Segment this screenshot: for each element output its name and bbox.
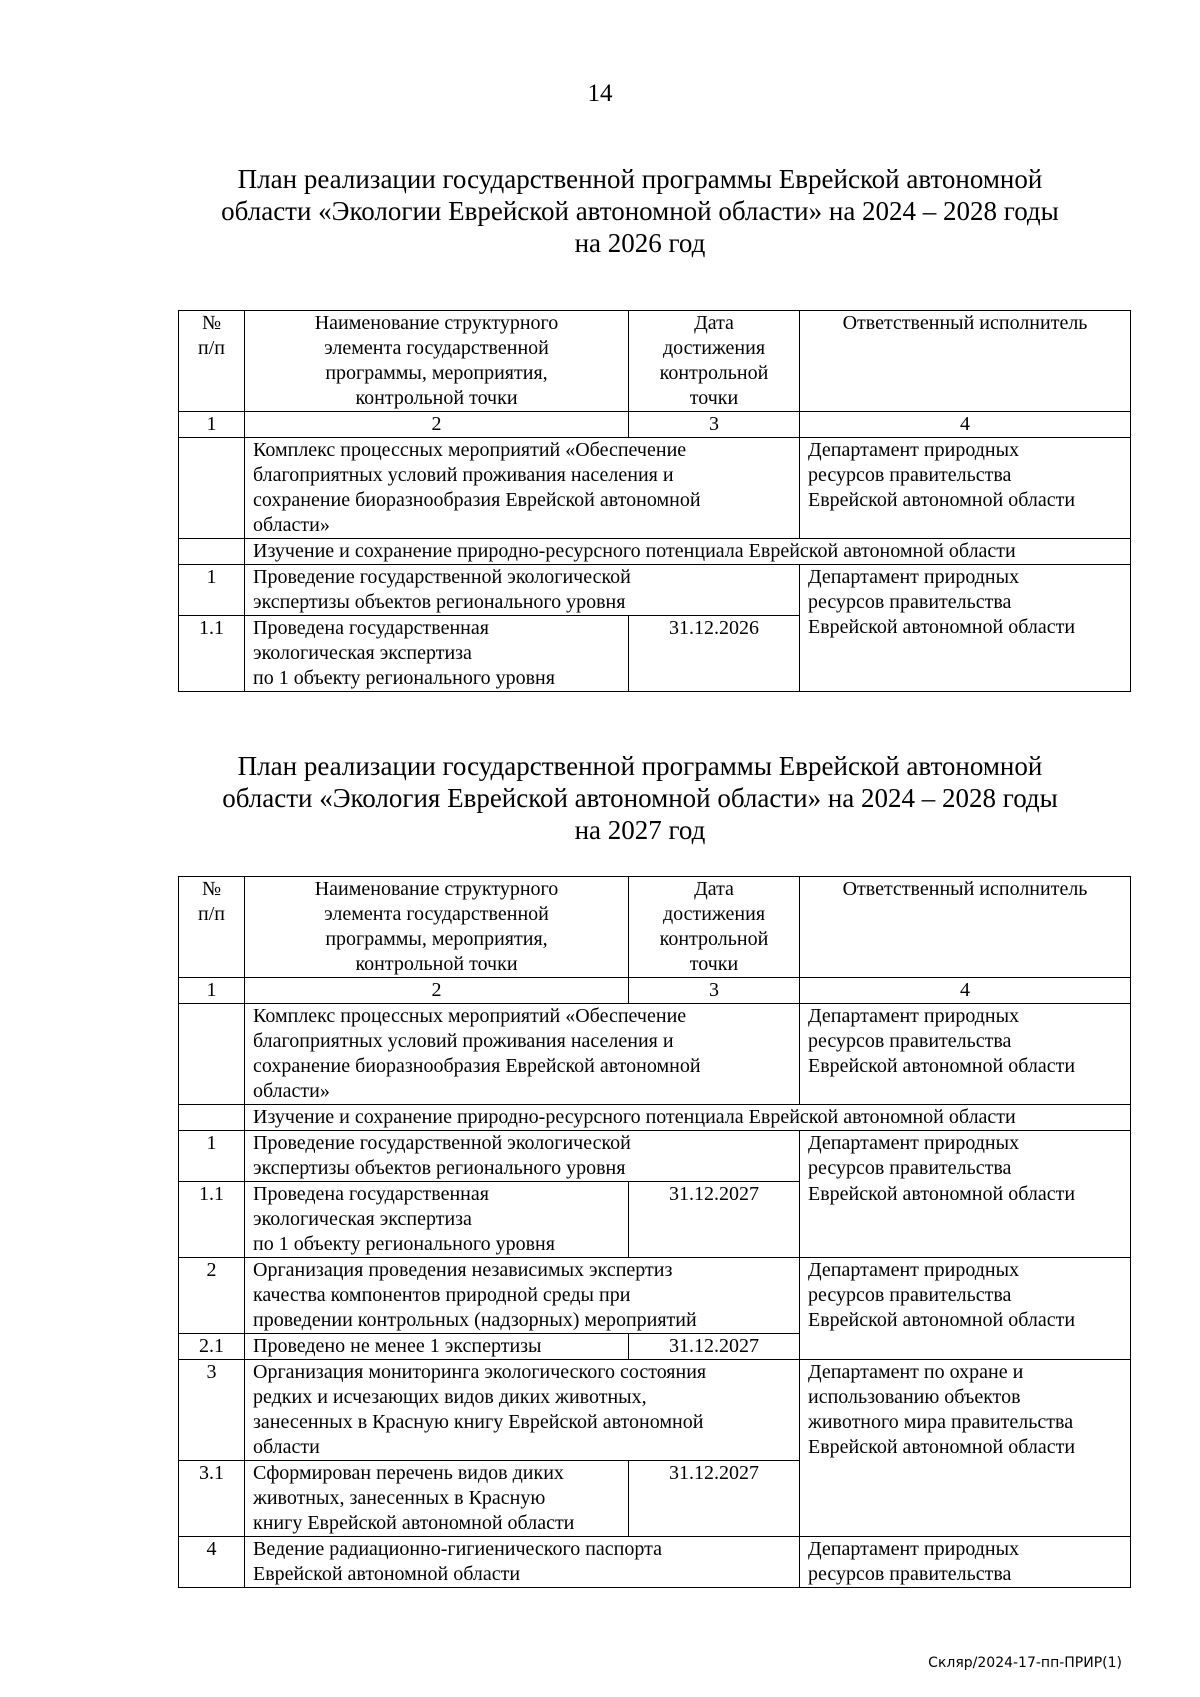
page-number: 14: [587, 80, 613, 107]
complex-name: Комплекс процессных мероприятий «Обеспечение благоприятных условий проживания населения и сохранение биоразнообразия Еврейской автономной области»: [245, 1004, 800, 1105]
header-name: Наименование структурного элемента государственной программы, мероприятия, контрольной точки: [245, 877, 629, 978]
header-no: № п/п: [179, 311, 245, 412]
row-date: 31.12.2027: [629, 1461, 800, 1537]
row-responsible: Департамент природных ресурсов правительства Еврейской автономной области: [800, 1258, 1131, 1360]
plan-2026-table: [178, 310, 1131, 692]
title-line: области «Экология Еврейской автономной области» на 2024 – 2028 годы: [222, 783, 1058, 813]
table-row: [179, 565, 1131, 616]
row-name: Организация проведения независимых экспертиз качества компонентов природной среды при проведении контрольных (надзорных) мероприятий: [245, 1258, 800, 1334]
col-number: 3: [629, 412, 800, 438]
header-date: Дата достижения контрольной точки: [629, 877, 800, 978]
title-line: области «Экологии Еврейской автономной области» на 2024 – 2028 годы: [221, 196, 1059, 226]
complex-responsible: Департамент природных ресурсов правительства Еврейской автономной области: [800, 438, 1131, 539]
header-responsible: Ответственный исполнитель: [800, 311, 1131, 412]
header-responsible: Ответственный исполнитель: [800, 877, 1131, 978]
row-no: 3: [179, 1360, 245, 1461]
section-title: Изучение и сохранение природно-ресурсного потенциала Еврейской автономной области: [245, 1105, 1131, 1131]
header-date: Дата достижения контрольной точки: [629, 311, 800, 412]
document-code: Скляр/2024-17-пп-ПРИР(1): [928, 1655, 1122, 1671]
row-no: 2: [179, 1258, 245, 1334]
complex-responsible: Департамент природных ресурсов правительства Еврейской автономной области: [800, 1004, 1131, 1105]
col-number: 2: [245, 412, 629, 438]
complex-name: Комплекс процессных мероприятий «Обеспечение благоприятных условий проживания населения и сохранение биоразнообразия Еврейской автономной области»: [245, 438, 800, 539]
col-number: 1: [179, 978, 245, 1004]
col-number: 4: [800, 412, 1131, 438]
title-line: на 2026 год: [574, 228, 706, 258]
row-responsible: Департамент природных ресурсов правительства: [800, 1537, 1131, 1588]
col-number: 4: [800, 978, 1131, 1004]
row-responsible: Департамент природных ресурсов правительства: [800, 1131, 1131, 1182]
title-line: План реализации государственной программы Еврейской автономной: [237, 164, 1043, 194]
header-no: № п/п: [179, 877, 245, 978]
row-responsible: Департамент природных ресурсов правительства Еврейской автономной области: [800, 565, 1131, 692]
header-row: [179, 877, 1131, 978]
complex-row: [179, 438, 1131, 539]
row-name: Проведение государственной экологической экспертизы объектов регионального уровня: [245, 1131, 800, 1182]
col-number: 3: [629, 978, 800, 1004]
row-name: Ведение радиационно-гигиенического паспорта Еврейской автономной области: [245, 1537, 800, 1588]
header-row: [179, 311, 1131, 412]
title-line: на 2027 год: [574, 815, 706, 845]
row-no: 1.1: [179, 616, 245, 692]
row-name: Сформирован перечень видов диких животных, занесенных в Красную книгу Еврейской автономной области: [245, 1461, 629, 1537]
table-row: [179, 1360, 1131, 1461]
col-number: 2: [245, 978, 629, 1004]
column-numbers-row: [179, 978, 1131, 1004]
row-name: Проведение государственной экологической экспертизы объектов регионального уровня: [245, 565, 800, 616]
table-row: [179, 1537, 1131, 1588]
plan-2026-title: [180, 163, 1100, 259]
row-date: 31.12.2026: [629, 616, 800, 692]
header-name: Наименование структурного элемента государственной программы, мероприятия, контрольной точки: [245, 311, 629, 412]
section-title: Изучение и сохранение природно-ресурсного потенциала Еврейской автономной области: [245, 539, 1131, 565]
row-name: Проведено не менее 1 экспертизы: [245, 1334, 629, 1360]
plan-2027-table: [178, 876, 1131, 1588]
plan-2027-title: [180, 750, 1100, 846]
row-no: 1.1: [179, 1182, 245, 1258]
row-name: Проведена государственная экологическая экспертиза по 1 объекту регионального уровня: [245, 1182, 629, 1258]
row-name: Организация мониторинга экологического состояния редких и исчезающих видов диких животных, занесенных в Красную книгу Еврейской автономной области: [245, 1360, 800, 1461]
table-row: [179, 1182, 1131, 1258]
row-date: 31.12.2027: [629, 1182, 800, 1258]
complex-row: [179, 1004, 1131, 1105]
row-no: 1: [179, 565, 245, 616]
column-numbers-row: [179, 412, 1131, 438]
row-no: 4: [179, 1537, 245, 1588]
row-no: 3.1: [179, 1461, 245, 1537]
row-no: 1: [179, 1131, 245, 1182]
table-row: [179, 1131, 1131, 1182]
section-row: [179, 1105, 1131, 1131]
table-row: [179, 1258, 1131, 1334]
title-line: План реализации государственной программы Еврейской автономной: [237, 751, 1043, 781]
col-number: 1: [179, 412, 245, 438]
row-no: 2.1: [179, 1334, 245, 1360]
row-responsible: Департамент по охране и использованию объектов животного мира правительства Еврейской автономной области: [800, 1360, 1131, 1537]
row-name: Проведена государственная экологическая экспертиза по 1 объекту регионального уровня: [245, 616, 629, 692]
row-responsible: Еврейской автономной области: [800, 1182, 1131, 1258]
row-date: 31.12.2027: [629, 1334, 800, 1360]
section-row: [179, 539, 1131, 565]
